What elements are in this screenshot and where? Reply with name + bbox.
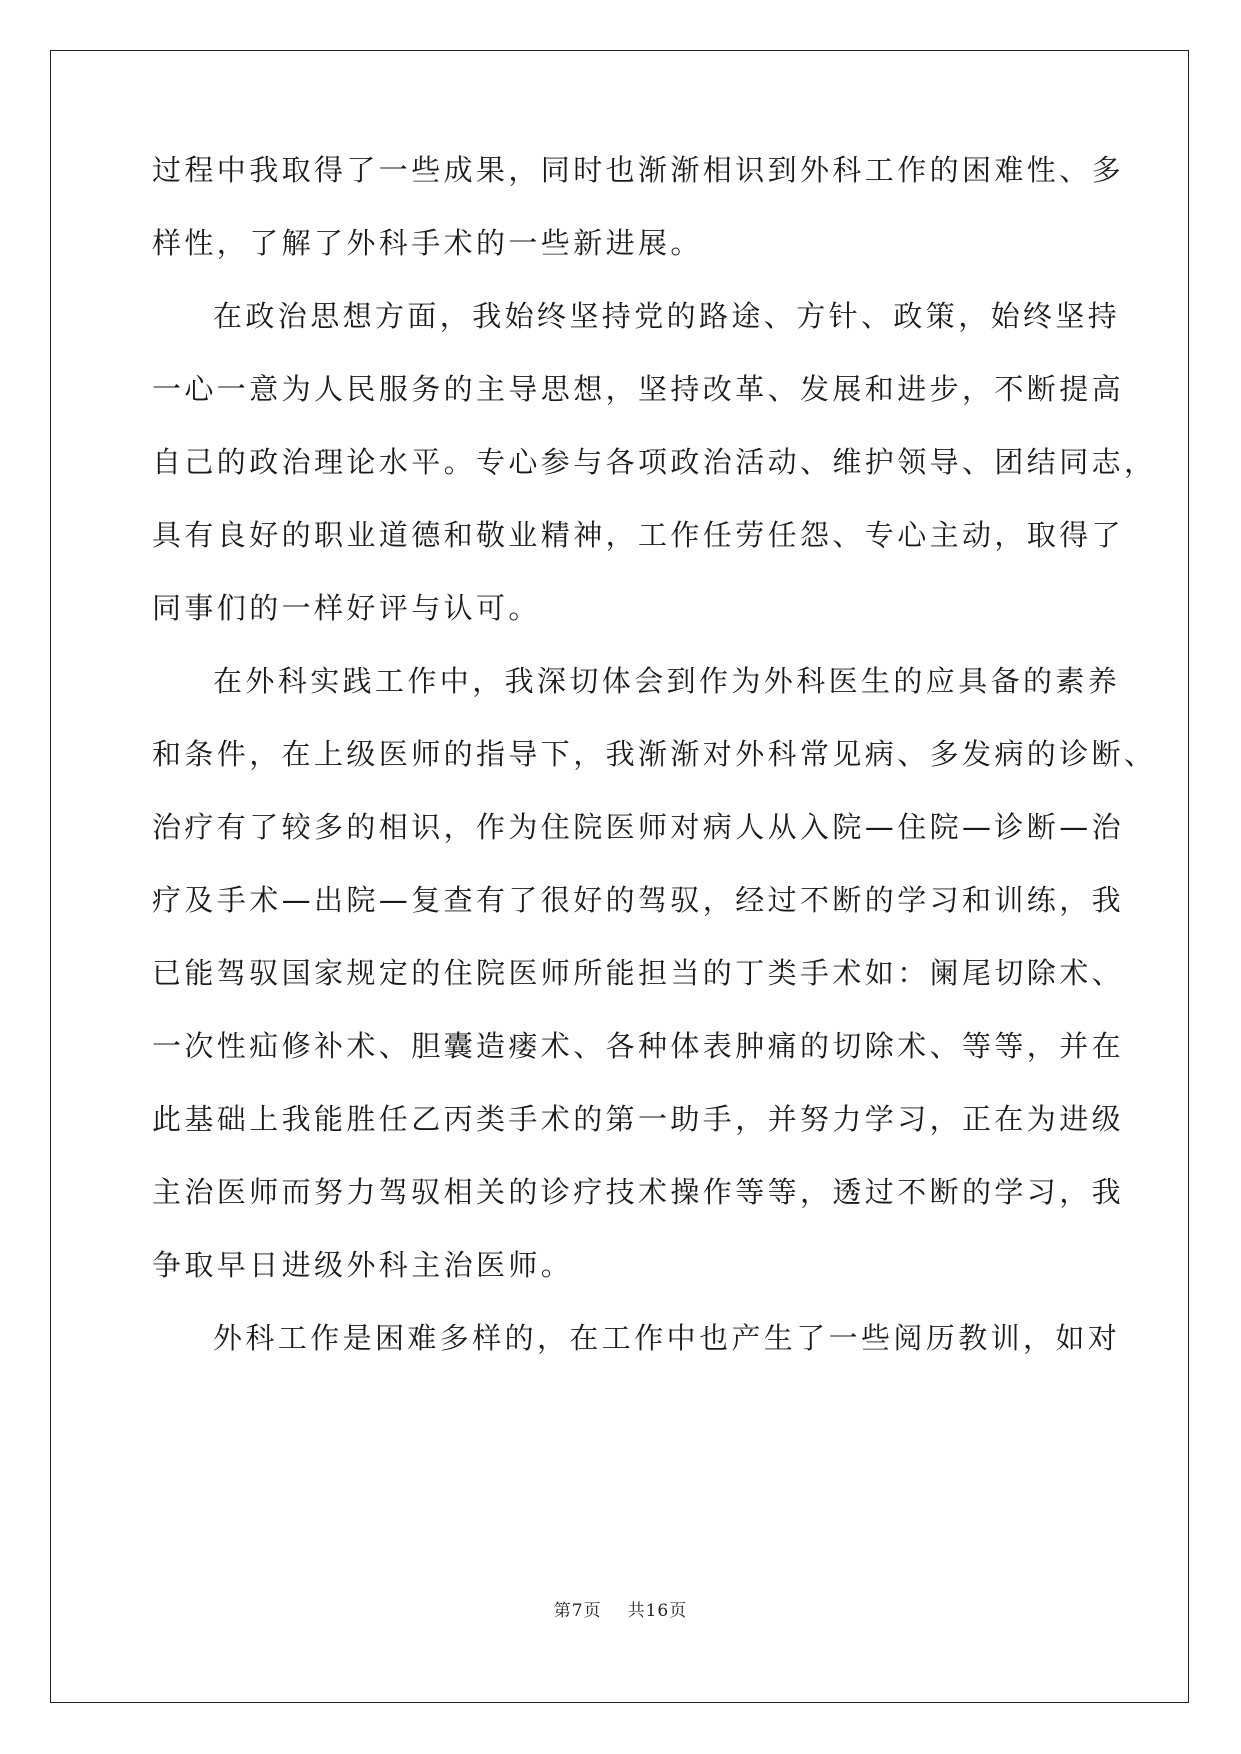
text-line: 在政治思想方面，我始终坚持党的路途、方针、政策，始终坚持 bbox=[213, 299, 1121, 333]
text-line: 争取早日进级外科主治医师。 bbox=[152, 1248, 574, 1282]
text-line: 自己的政治理论水平。专心参与各项政治活动、维护领导、团结同志， bbox=[152, 445, 1157, 479]
text-line: 和条件，在上级医师的指导下，我渐渐对外科常见病、多发病的诊断、 bbox=[152, 737, 1157, 771]
text-line: 过程中我取得了一些成果，同时也渐渐相识到外科工作的困难性、多 bbox=[152, 153, 1125, 187]
text-line: 主治医师而努力驾驭相关的诊疗技术操作等等，透过不断的学习，我 bbox=[152, 1175, 1125, 1209]
text-line: 同事们的一样好评与认可。 bbox=[152, 591, 541, 625]
text-line: 疗及手术—出院—复查有了很好的驾驭，经过不断的学习和训练，我 bbox=[152, 883, 1125, 917]
text-line: 一心一意为人民服务的主导思想，坚持改革、发展和进步，不断提高 bbox=[152, 372, 1125, 406]
text-line: 一次性疝修补术、胆囊造瘘术、各种体表肿痛的切除术、等等，并在 bbox=[152, 1029, 1125, 1063]
text-line: 治疗有了较多的相识，作为住院医师对病人从入院—住院—诊断—治 bbox=[152, 810, 1125, 844]
page-footer bbox=[0, 1596, 1241, 1621]
text-line: 已能驾驭国家规定的住院医师所能担当的丁类手术如：阑尾切除术、 bbox=[152, 956, 1125, 990]
text-line: 具有良好的职业道德和敬业精神，工作任劳任怨、专心主动，取得了 bbox=[152, 518, 1125, 552]
text-line: 在外科实践工作中，我深切体会到作为外科医生的应具备的素养 bbox=[213, 664, 1121, 698]
text-line: 此基础上我能胜任乙丙类手术的第一助手，并努力学习，正在为进级 bbox=[152, 1102, 1125, 1136]
page-total: 共16页 bbox=[627, 1601, 688, 1621]
page-number: 第7页 bbox=[553, 1601, 602, 1621]
text-line: 样性，了解了外科手术的一些新进展。 bbox=[152, 226, 703, 260]
text-line: 外科工作是困难多样的，在工作中也产生了一些阅历教训，如对 bbox=[213, 1321, 1121, 1355]
